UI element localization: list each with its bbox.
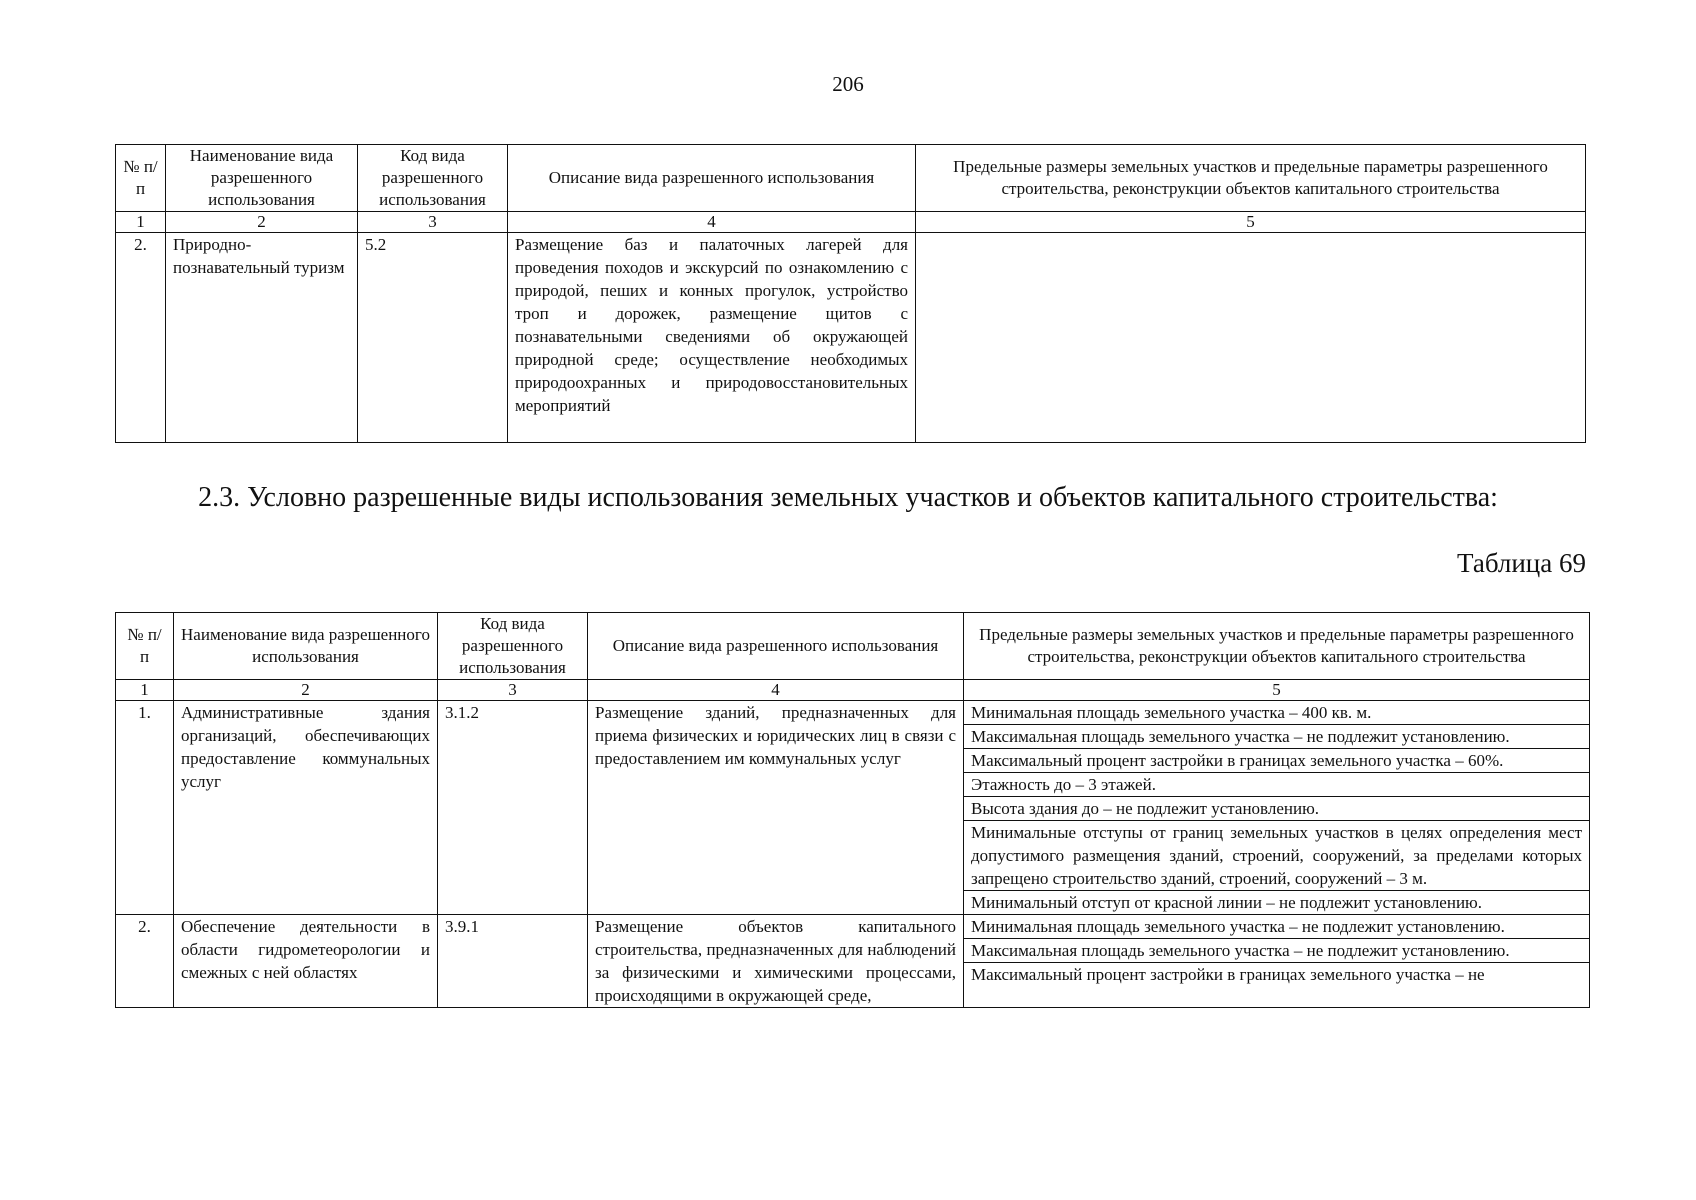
table-header-row [116, 145, 1586, 212]
parameter-line: Минимальный отступ от красной линии – не подлежит установлению. [971, 893, 1482, 912]
row-number: 2. [116, 915, 174, 1008]
column-number: 4 [588, 680, 964, 701]
parameter-line: Этажность до – 3 этажей. [964, 773, 1589, 797]
page-number: 206 [832, 72, 864, 96]
header-name: Наименование вида разрешенного использования [166, 145, 358, 212]
use-parameters [916, 233, 1586, 443]
parameter-line: Максимальная площадь земельного участка – не подлежит установлению. [964, 725, 1589, 749]
column-number: 3 [358, 212, 508, 233]
header-number: № п/п [116, 145, 166, 212]
column-number: 3 [438, 680, 588, 701]
header-parameters: Предельные размеры земельных участков и предельные параметры разрешенного строительства, реконструкции объектов капитального строительства [916, 145, 1586, 212]
parameter-line: Высота здания до – не подлежит установлению. [964, 797, 1589, 821]
column-number-row [116, 212, 1586, 233]
row-number: 1. [116, 701, 174, 915]
column-number: 5 [916, 212, 1586, 233]
table-row [116, 915, 1590, 1008]
column-number: 1 [116, 212, 166, 233]
column-number: 4 [508, 212, 916, 233]
column-number: 1 [116, 680, 174, 701]
parameter-line: Максимальный процент застройки в границах земельного участка – не [971, 965, 1485, 984]
row-number: 2. [116, 233, 166, 443]
permitted-use-table-continued [115, 144, 1586, 443]
use-description: Размещение объектов капитального строительства, предназначенных для наблюдений за физическими и химическими процессами, происходящими в окружающей среде, [588, 915, 964, 1008]
column-number-row [116, 680, 1590, 701]
header-parameters: Предельные размеры земельных участков и предельные параметры разрешенного строительства, реконструкции объектов капитального строительства [964, 613, 1590, 680]
use-description: Размещение зданий, предназначенных для приема физических и юридических лиц в связи с предоставлением им коммунальных услуг [588, 701, 964, 915]
use-code: 3.9.1 [438, 915, 588, 1008]
column-number: 5 [964, 680, 1590, 701]
parameter-line: Максимальная площадь земельного участка – не подлежит установлению. [964, 939, 1589, 963]
conditional-use-table [115, 612, 1590, 1008]
parameter-line: Минимальные отступы от границ земельных участков в целях определения мест допустимого размещения зданий, строений, сооружений, за пределами которых запрещено строительство зданий, строений, сооружений – 3 м. [964, 821, 1589, 891]
use-parameters [964, 701, 1590, 915]
parameter-line: Минимальная площадь земельного участка – 400 кв. м. [964, 701, 1589, 725]
use-description: Размещение баз и палаточных лагерей для проведения походов и экскурсий по ознакомлению с природой, пеших и конных прогулок, устройство троп и дорожек, размещение щитов с познавательными сведениями об окружающей природной среде; осуществление необходимых природоохранных и природовосстановительных мероприятий [508, 233, 916, 443]
use-parameters [964, 915, 1590, 1008]
use-code: 3.1.2 [438, 701, 588, 915]
column-number: 2 [166, 212, 358, 233]
use-code: 5.2 [358, 233, 508, 443]
parameter-line: Максимальный процент застройки в границах земельного участка – 60%. [964, 749, 1589, 773]
header-code: Код вида разрешенного использования [438, 613, 588, 680]
use-name: Административные здания организаций, обеспечивающих предоставление коммунальных услуг [174, 701, 438, 915]
table-row [116, 233, 1586, 443]
use-name: Обеспечение деятельности в области гидрометеорологии и смежных с ней областях [174, 915, 438, 1008]
header-name: Наименование вида разрешенного использования [174, 613, 438, 680]
use-name: Природно-познавательный туризм [166, 233, 358, 443]
column-number: 2 [174, 680, 438, 701]
table-header-row [116, 613, 1590, 680]
header-code: Код вида разрешенного использования [358, 145, 508, 212]
header-description: Описание вида разрешенного использования [508, 145, 916, 212]
parameter-line: Минимальная площадь земельного участка – не подлежит установлению. [964, 915, 1589, 939]
table-label: Таблица 69 [1457, 548, 1586, 578]
header-description: Описание вида разрешенного использования [588, 613, 964, 680]
header-number: № п/п [116, 613, 174, 680]
table-row [116, 701, 1590, 915]
section-heading: 2.3. Условно разрешенные виды использования земельных участков и объектов капитального строительства: [198, 482, 1498, 513]
